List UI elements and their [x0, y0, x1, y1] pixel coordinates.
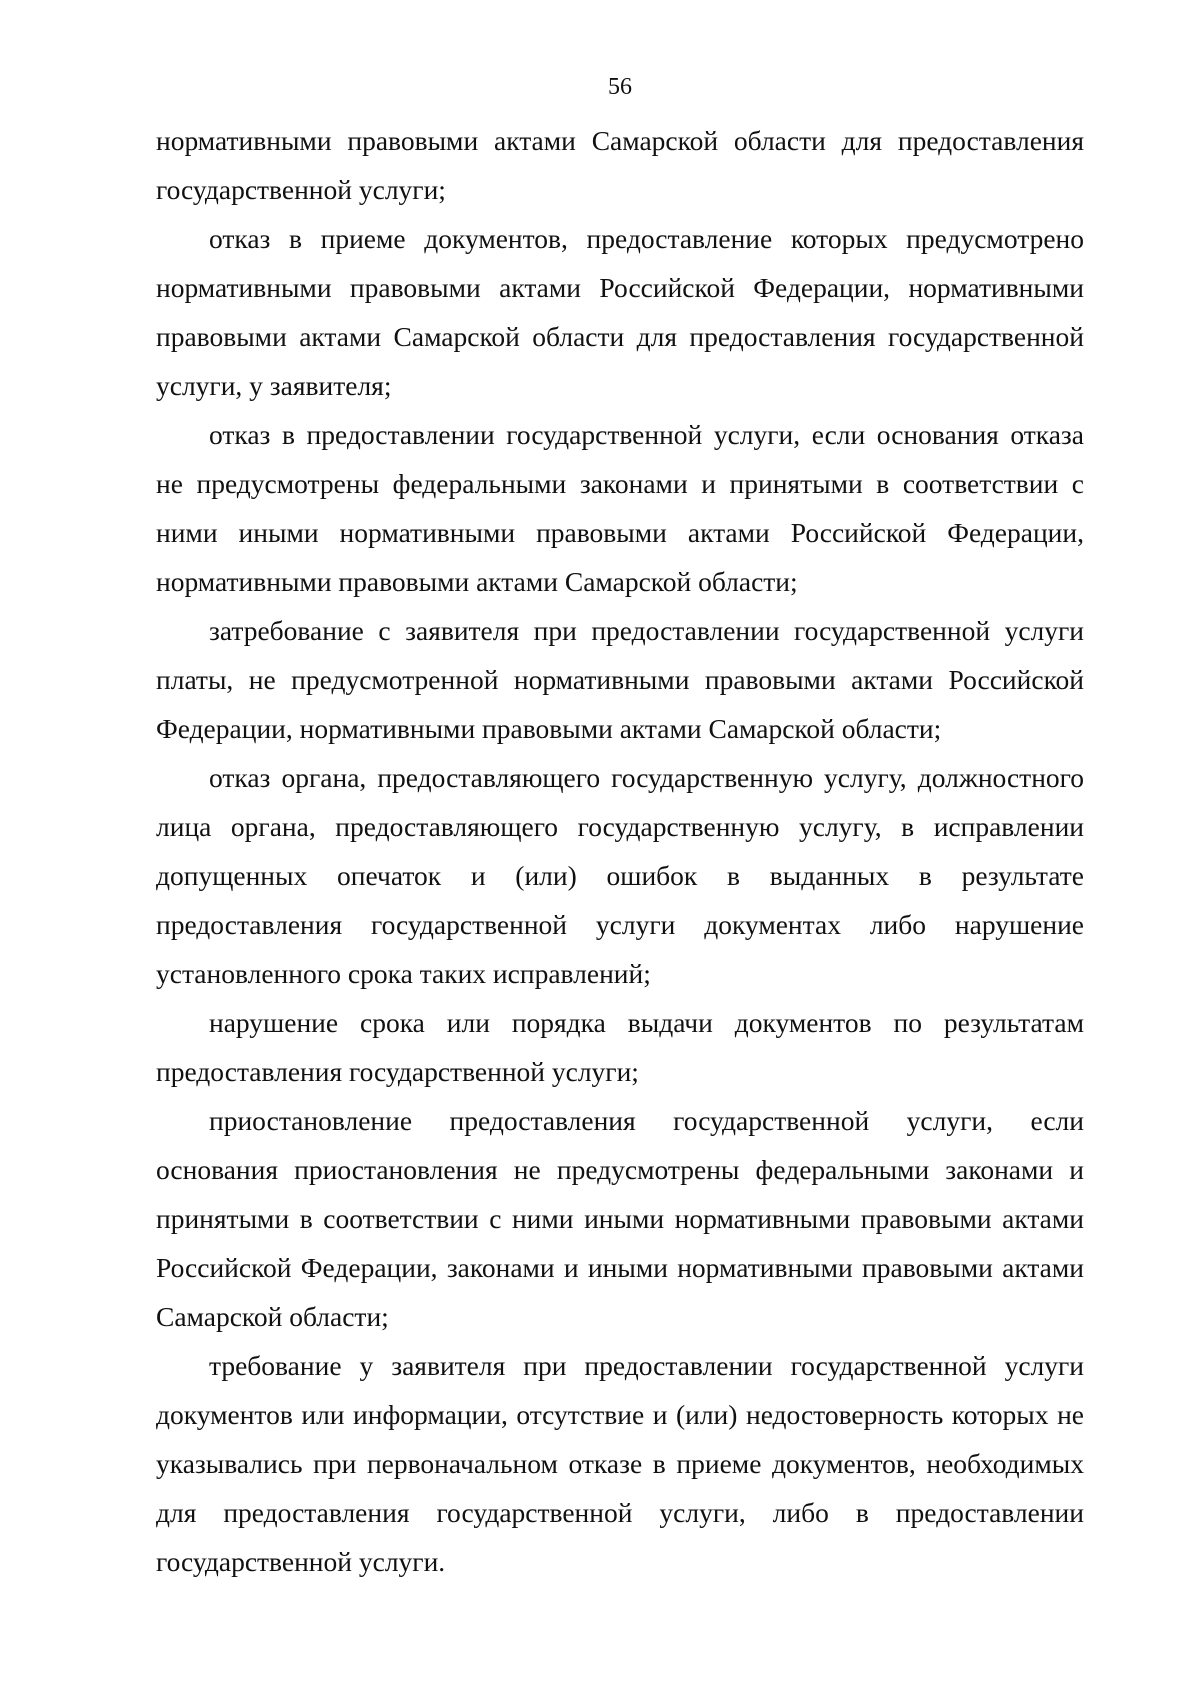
page-number: 56 [608, 74, 632, 100]
paragraph-refusal-accepting-documents: отказ в приеме документов, предоставление которых предусмотрено нормативными правовыми актами Российской Федерации, нормативными правовыми актами Самарской области для предоставления государственной услуги, у заявителя; [156, 223, 1084, 401]
paragraph-continued: нормативными правовыми актами Самарской области для предоставления государственной услуги; [156, 125, 1084, 205]
paragraph-refusal-correcting-errors: отказ органа, предоставляющего государственную услугу, должностного лица органа, предоставляющего государственную услугу, в исправлении допущенных опечаток и (или) ошибок в выданных в результате предоставления государственной услуги документах либо нарушение установленного срока таких исправлений; [156, 762, 1084, 989]
paragraph-refusal-providing-service: отказ в предоставлении государственной услуги, если основания отказа не предусмотрены федеральными законами и принятыми в соответствии с ними иными нормативными правовыми актами Российской Федерации, нормативными правовыми актами Самарской области; [156, 419, 1084, 597]
paragraph-suspension-of-service: приостановление предоставления государственной услуги, если основания приостановления не предусмотрены федеральными законами и принятыми в соответствии с ними иными нормативными правовыми актами Российской Федерации, законами и иными нормативными правовыми актами Самарской области; [156, 1105, 1084, 1332]
paragraph-violation-issuance-terms: нарушение срока или порядка выдачи документов по результатам предоставления государственной услуги; [156, 1007, 1084, 1087]
document-body [156, 116, 1084, 1586]
paragraph-demand-payment: затребование с заявителя при предоставлении государственной услуги платы, не предусмотренной нормативными правовыми актами Российской Федерации, нормативными правовыми актами Самарской области; [156, 615, 1084, 744]
paragraph-demand-documents: требование у заявителя при предоставлении государственной услуги документов или информации, отсутствие и (или) недостоверность которых не указывались при первоначальном отказе в приеме документов, необходимых для предоставления государственной услуги, либо в предоставлении государственной услуги. [156, 1350, 1084, 1577]
